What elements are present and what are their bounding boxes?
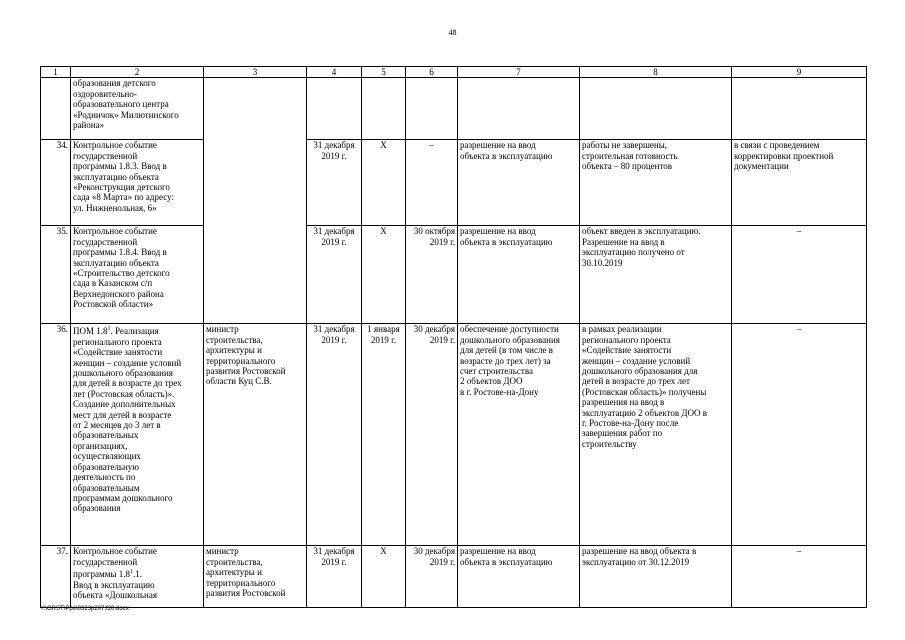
event-cell bbox=[71, 546, 204, 608]
fact-date-cell bbox=[406, 78, 458, 140]
result-fact-cell: объект введен в эксплуатацию. Разрешение на ввод в эксплуатацию получено от 30.10.2019 bbox=[580, 226, 732, 324]
column-header: 3 bbox=[204, 67, 307, 78]
footnote-marker: 1 bbox=[129, 569, 133, 576]
result-plan-cell: обеспечение доступности дошкольного образования для детей (в том числе в возрасте до трех лет) за счет строительства 2 объектов ДОО в г. Ростове-на-Дону bbox=[458, 324, 580, 546]
reason-cell: в связи с проведением корректировки проектной документации bbox=[732, 140, 867, 226]
responsible-cell bbox=[204, 78, 307, 324]
fact-date-cell: 30 октября 2019 г. bbox=[406, 226, 458, 324]
plan-date-cell: 31 декабря 2019 г. bbox=[307, 140, 362, 226]
event-cell: Контрольное событие государственной программы 1.8.3. Ввод в эксплуатацию объекта «Реконструкция детского сада «8 Марта» по адресу: ул. Нижненольная, 6» bbox=[71, 140, 204, 226]
row-number: 34. bbox=[41, 140, 71, 226]
column-header: 1 bbox=[41, 67, 71, 78]
event-cell bbox=[71, 324, 204, 546]
reason-cell bbox=[732, 78, 867, 140]
fact-date-cell: 30 декабря 2019 г. bbox=[406, 546, 458, 608]
row-number: 35. bbox=[41, 226, 71, 324]
result-plan-cell bbox=[458, 78, 580, 140]
event-text: .1. Ввод в эксплуатацию объекта «Дошкольная bbox=[73, 569, 157, 601]
reason-cell: – bbox=[732, 546, 867, 608]
page-number: 48 bbox=[448, 28, 457, 37]
event-prefix: ПОМ 1.8 bbox=[73, 326, 108, 337]
start-date-cell bbox=[362, 78, 406, 140]
result-plan-cell: разрешение на ввод объекта в эксплуатацию bbox=[458, 140, 580, 226]
start-date-cell: X bbox=[362, 226, 406, 324]
result-fact-cell bbox=[580, 78, 732, 140]
start-date-cell: X bbox=[362, 546, 406, 608]
plan-date-cell bbox=[307, 78, 362, 140]
footnote-marker: 1 bbox=[107, 326, 111, 333]
fact-date-cell: 30 декабря 2019 г. bbox=[406, 324, 458, 546]
result-plan-cell: разрешение на ввод объекта в эксплуатацию bbox=[458, 226, 580, 324]
column-header: 8 bbox=[580, 67, 732, 78]
plan-date-cell: 31 декабря 2019 г. bbox=[307, 324, 362, 546]
column-header: 4 bbox=[307, 67, 362, 78]
column-header: 5 bbox=[362, 67, 406, 78]
table-row bbox=[41, 546, 867, 608]
event-prefix: Контрольное событие государственной программы 1.8 bbox=[73, 546, 157, 580]
row-number bbox=[41, 78, 71, 140]
row-number: 37. bbox=[41, 546, 71, 608]
column-header-row bbox=[41, 67, 867, 78]
result-fact-cell: разрешение на ввод объекта в эксплуатацию от 30.12.2019 bbox=[580, 546, 732, 608]
row-number: 36. bbox=[41, 324, 71, 546]
report-table bbox=[40, 66, 867, 608]
file-path-footer: Y:\ORST\Ppo\0323p207.f20.docx bbox=[40, 606, 129, 612]
plan-date-cell: 31 декабря 2019 г. bbox=[307, 226, 362, 324]
column-header: 2 bbox=[71, 67, 204, 78]
table-row bbox=[41, 140, 867, 226]
plan-date-cell: 31 декабря 2019 г. bbox=[307, 546, 362, 608]
result-plan-cell: разрешение на ввод объекта в эксплуатацию bbox=[458, 546, 580, 608]
start-date-cell: 1 января 2019 г. bbox=[362, 324, 406, 546]
reason-cell: – bbox=[732, 226, 867, 324]
start-date-cell: X bbox=[362, 140, 406, 226]
table-row bbox=[41, 78, 867, 140]
event-text: . Реализация регионального проекта «Содействие занятости женщин – создание условий дошкольного образования для детей в возрасте до трех лет (Ростовская область)». Создание дополнительных мест для детей в возрасте от 2 месяцев до 3 лет в образовательных организациях, осуществляющих образовательную деятельность по образовательным программам дошкольного образования bbox=[73, 326, 182, 514]
reason-cell: – bbox=[732, 324, 867, 546]
event-cell: Контрольное событие государственной программы 1.8.4. Ввод в эксплуатацию объекта «Строительство детского сада в Казанском с/п Верхнедонского района Ростовской области» bbox=[71, 226, 204, 324]
column-header: 9 bbox=[732, 67, 867, 78]
responsible-cell: министр строительства, архитектуры и территориального развития Ростовской области Куц С.В. bbox=[204, 324, 307, 546]
table-row bbox=[41, 226, 867, 324]
responsible-cell: министр строительства, архитектуры и территориального развития Ростовской bbox=[204, 546, 307, 608]
event-cell: образования детского оздоровительно- образовательного центра «Родничок» Милютинского района» bbox=[71, 78, 204, 140]
column-header: 6 bbox=[406, 67, 458, 78]
result-fact-cell: в рамках реализации регионального проекта «Содействие занятости женщин – создание условий дошкольного образования для детей в возрасте до трех лет (Ростовская область)» получены разрешения на ввод в эксплуатацию 2 объектов ДОО в г. Ростове-на-Дону после завершения работ по строительству bbox=[580, 324, 732, 546]
result-fact-cell: работы не завершены, строительная готовность объекта – 80 процентов bbox=[580, 140, 732, 226]
fact-date-cell: – bbox=[406, 140, 458, 226]
table-row bbox=[41, 324, 867, 546]
column-header: 7 bbox=[458, 67, 580, 78]
